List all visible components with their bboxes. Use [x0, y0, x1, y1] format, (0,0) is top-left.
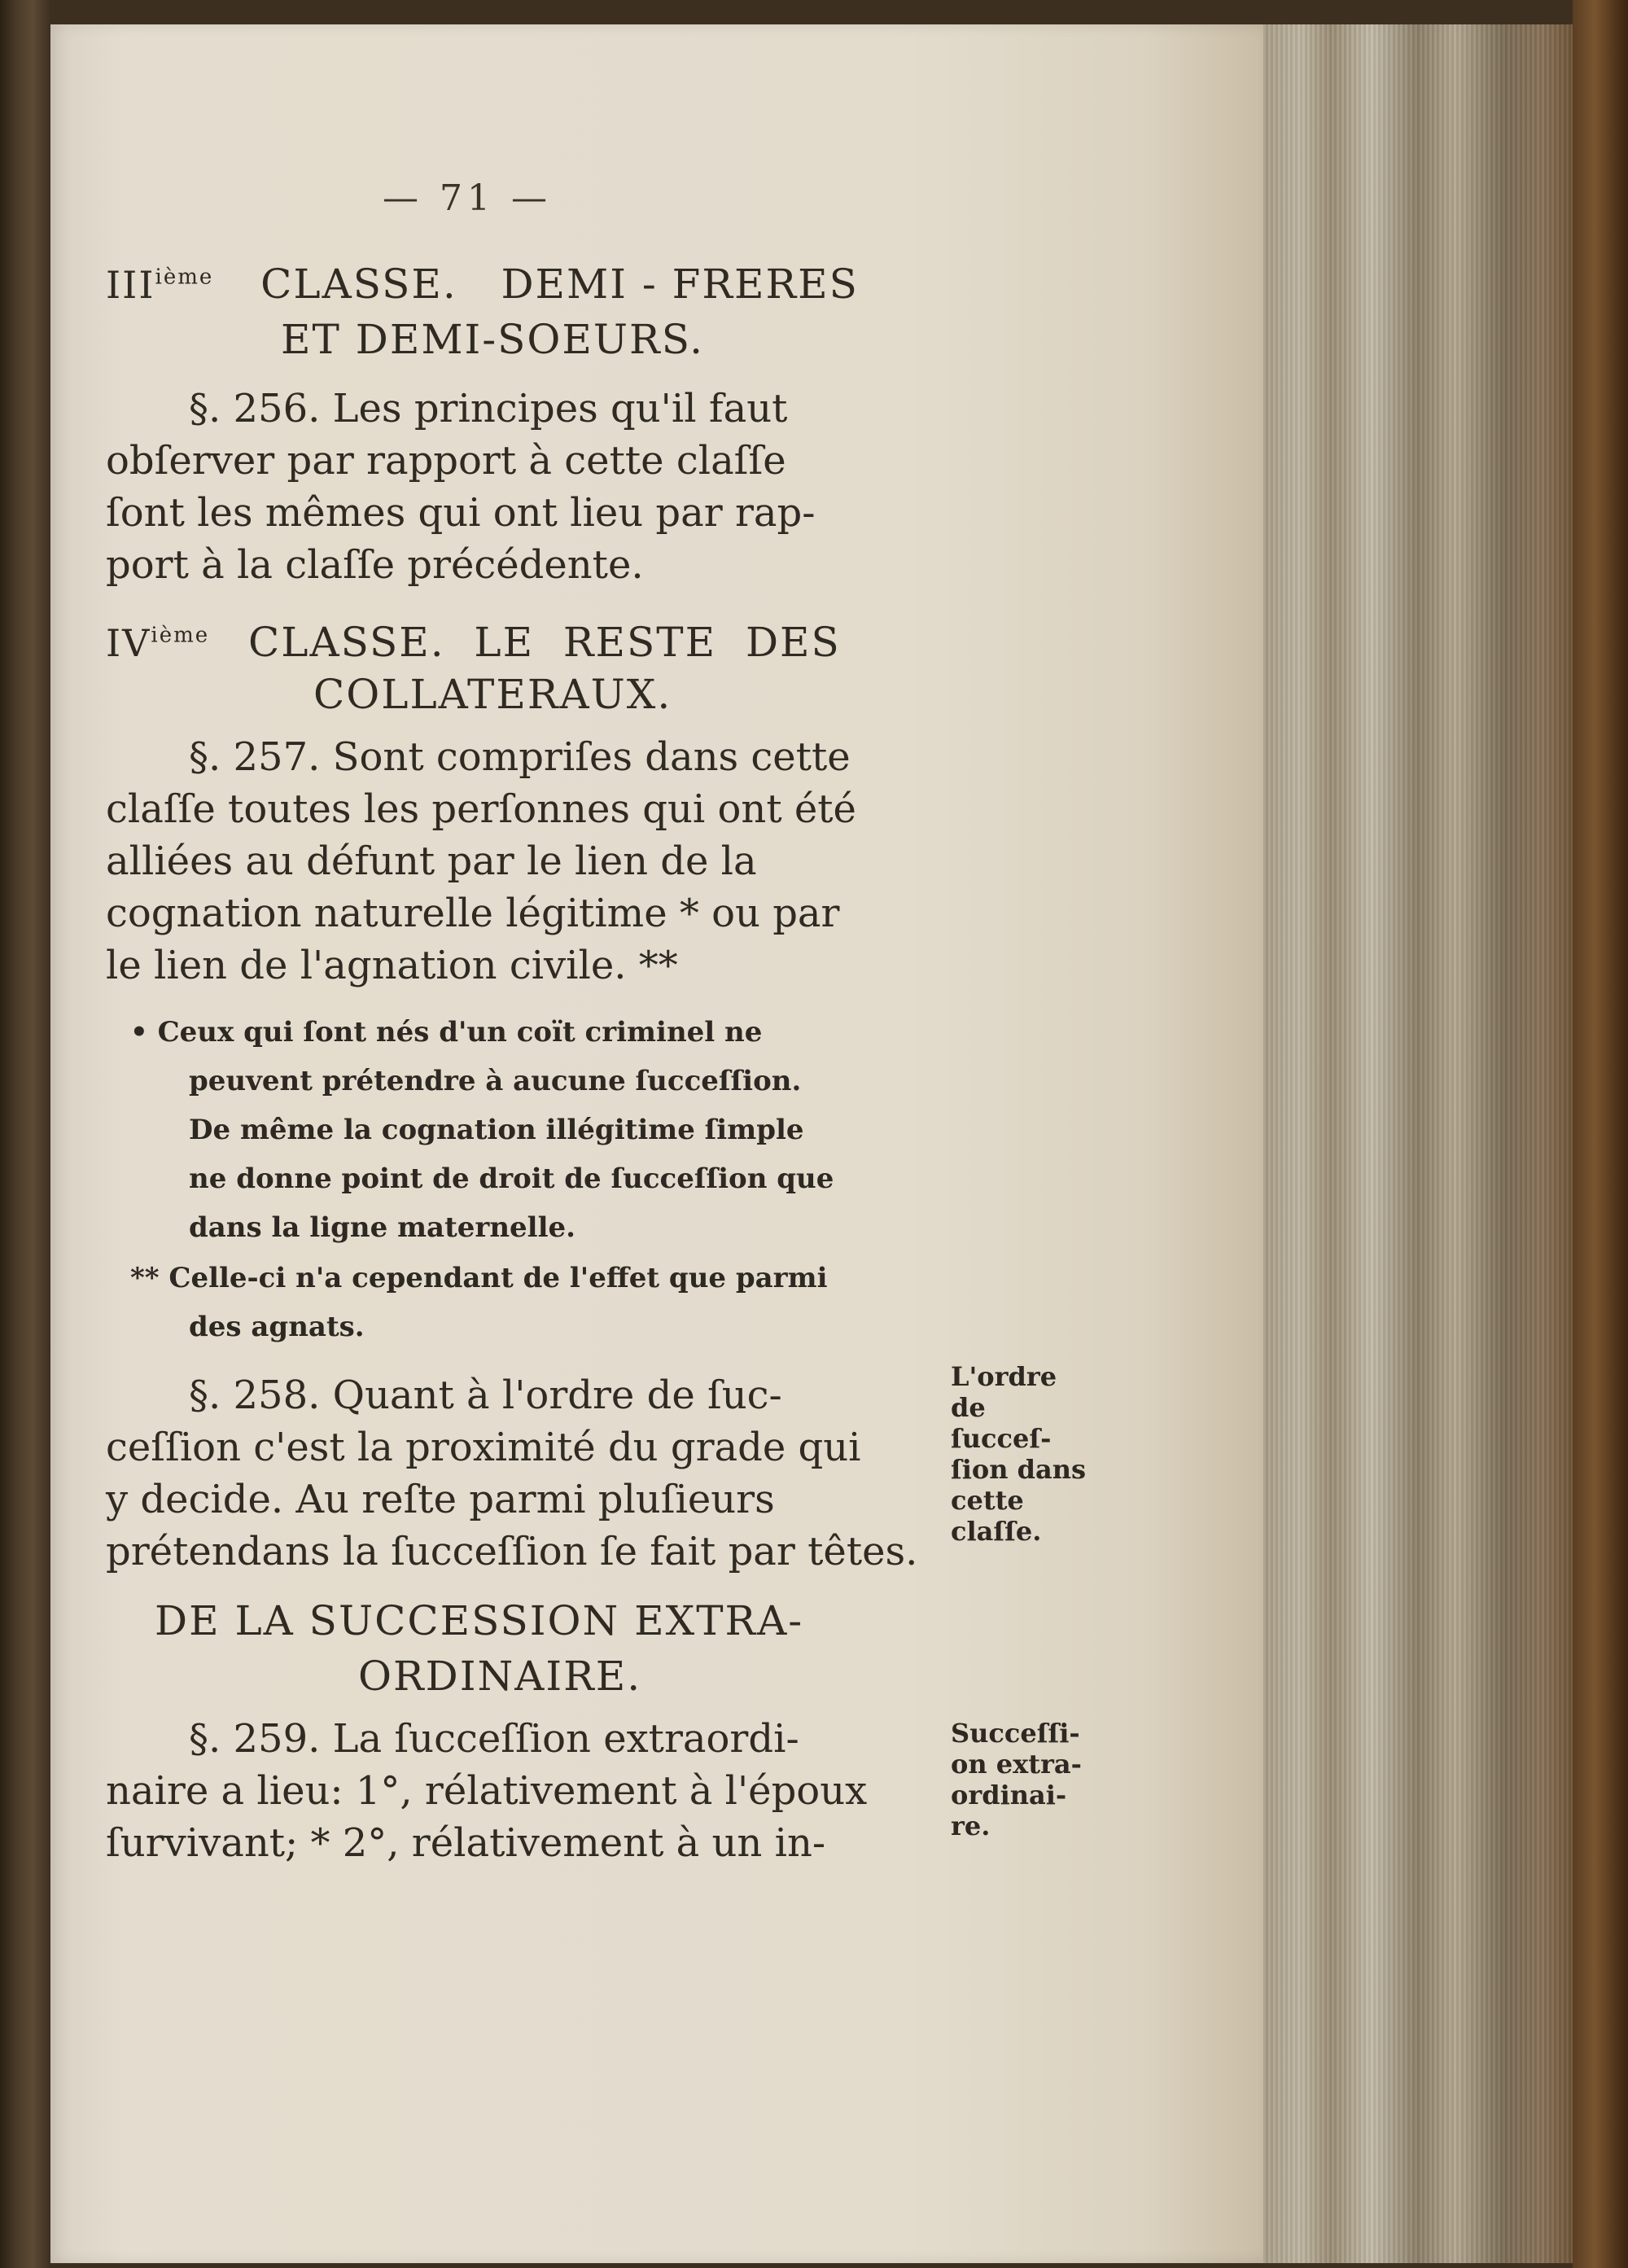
- section-heading-3: [106, 261, 859, 308]
- page-edges: [1263, 24, 1573, 2263]
- heading-roman: III: [106, 263, 155, 307]
- para-258-line: y decide. Au reſte parmi pluſieurs: [106, 1477, 775, 1522]
- footnote-line: des agnats.: [189, 1311, 365, 1343]
- para-257-line: §. 257. Sont compriſes dans cette: [189, 734, 851, 780]
- para-256-line: §. 256. Les principes qu'il faut: [189, 386, 788, 431]
- para-256-line: obſerver par rapport à cette claſſe: [106, 438, 786, 484]
- footnote-line: • Ceux qui ſont nés d'un coït criminel ne: [130, 1016, 763, 1049]
- margin-line: re.: [951, 1810, 991, 1841]
- heading-text: CLASSE. DEMI - FRERES: [260, 261, 859, 308]
- para-258-line: prétendans la ſucceſſion ſe fait par têtes.: [106, 1529, 918, 1574]
- para-257-line: alliées au défunt par le lien de la: [106, 838, 757, 884]
- para-257-line: claſſe toutes les perſonnes qui ont été: [106, 786, 856, 832]
- margin-line: Succeſſi-: [951, 1718, 1080, 1749]
- para-258-line: §. 258. Quant à l'ordre de ſuc-: [189, 1373, 782, 1418]
- margin-note-order: [951, 1361, 1086, 1547]
- footnote-line: ** Celle-ci n'a cependant de l'effet que parmi: [130, 1262, 828, 1294]
- section-heading-4: [106, 619, 841, 666]
- margin-line: ſion dans: [951, 1454, 1087, 1485]
- para-257-line: le lien de l'agnation civile. **: [106, 943, 678, 988]
- heading-sup: ième: [155, 265, 214, 290]
- section-heading-extraordinary: DE LA SUCCESSION EXTRA-: [155, 1597, 804, 1644]
- footnote-line: ne donne point de droit de ſucceſſion que: [189, 1162, 834, 1195]
- heading-text: CLASSE. LE RESTE DES: [248, 619, 841, 666]
- para-258-line: ceſſion c'est la proximité du grade qui: [106, 1425, 861, 1470]
- para-256-line: port à la claſſe précédente.: [106, 542, 644, 588]
- margin-line: on extra-: [951, 1749, 1082, 1780]
- para-259-line: naire a lieu: 1°, rélativement à l'époux: [106, 1768, 868, 1814]
- heading-roman: IV: [106, 621, 151, 665]
- para-257-line: cognation naturelle légitime * ou par: [106, 891, 840, 936]
- footnote-line: dans la ligne maternelle.: [189, 1211, 575, 1244]
- footnote-line: De même la cognation illégitime ſimple: [189, 1114, 804, 1146]
- section-heading-3-line2: ET DEMI-SOEURS.: [281, 316, 705, 363]
- margin-line: claſſe.: [951, 1516, 1042, 1547]
- margin-line: cette: [951, 1485, 1024, 1516]
- section-heading-4-line2: COLLATERAUX.: [313, 671, 672, 718]
- margin-line: ordinai-: [951, 1780, 1067, 1810]
- margin-note-extraordinary: [951, 1718, 1082, 1841]
- margin-line: de: [951, 1392, 986, 1423]
- margin-line: L'ordre: [951, 1361, 1057, 1392]
- margin-line: ſucceſ-: [951, 1423, 1052, 1454]
- section-heading-extraordinary-line2: ORDINAIRE.: [358, 1653, 642, 1700]
- book-cover: [1573, 0, 1628, 2268]
- page-number: — 71 —: [383, 177, 552, 219]
- para-259-line: §. 259. La ſucceſſion extraordi-: [189, 1716, 799, 1762]
- footnote-line: peuvent prétendre à aucune ſucceſſion.: [189, 1065, 802, 1097]
- heading-sup: ième: [151, 623, 210, 648]
- para-256-line: ſont les mêmes qui ont lieu par rap-: [106, 490, 816, 536]
- para-259-line: ſurvivant; * 2°, rélativement à un in-: [106, 1820, 826, 1866]
